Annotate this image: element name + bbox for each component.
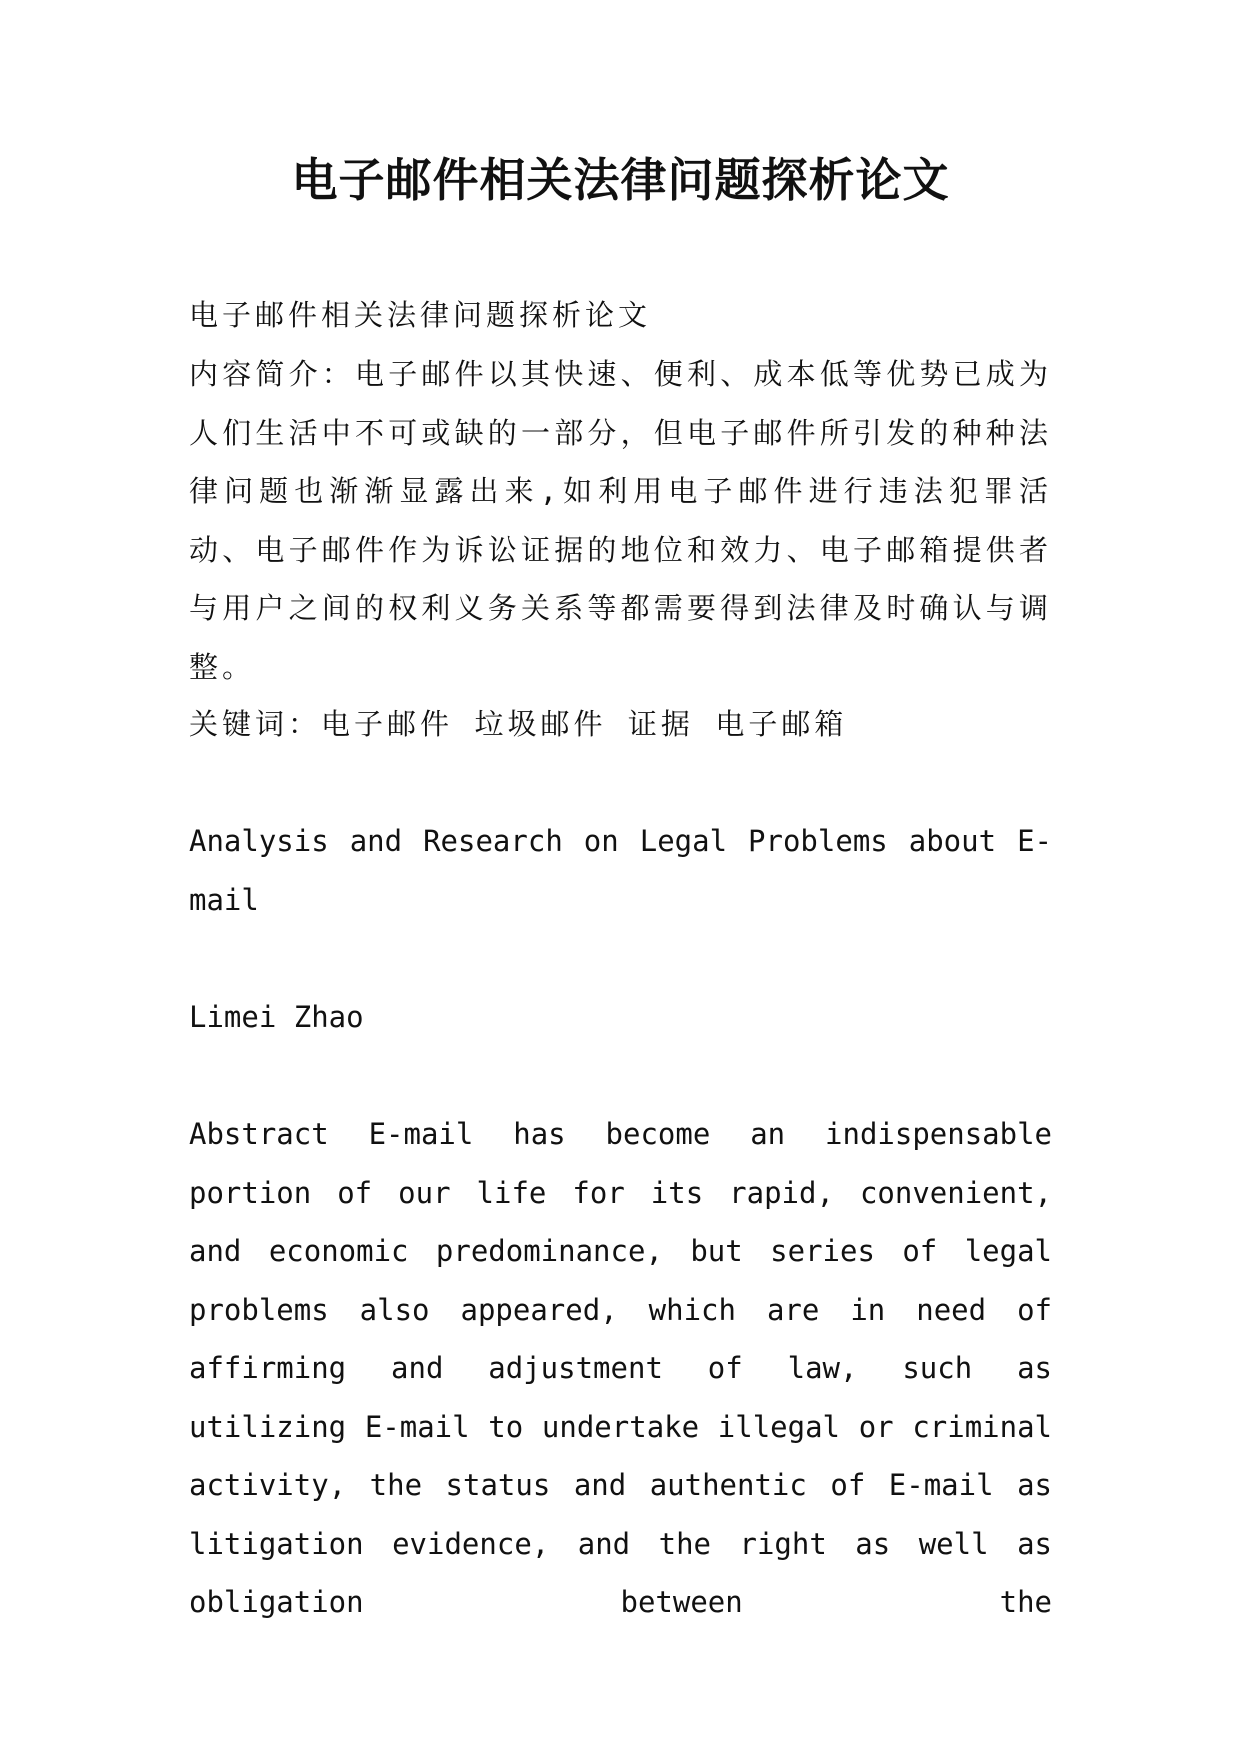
document-title: 电子邮件相关法律问题探析论文 <box>291 153 950 207</box>
keywords: 关键词：电子邮件 垃圾邮件 证据 电子邮箱 <box>189 707 848 741</box>
content-summary: 内容简介：电子邮件以其快速、便利、成本低等优势已成为人们生活中不可或缺的一部分，但电子邮件所引发的种种法律问题也渐渐显露出来,如利用电子邮件进行违法犯罪活动、电子邮件作为诉讼证据的地位和效力、电子邮箱提供者与用户之间的权利义务关系等都需要得到法律及时确认与调整。 <box>189 357 1052 684</box>
author-name: Limei Zhao <box>189 1000 364 1034</box>
english-title: Analysis and Research on Legal Problems about E-mail <box>189 824 1052 917</box>
english-abstract: Abstract E-mail has become an indispensable portion of our life for its rapid, convenient, and economic predominance, but series of legal problems also appeared, which are in need of affirming and adjustment of law, such as utilizing E-mail to undertake illegal or criminal activity, the status and authentic of E-mail as litigation evidence, and the right as well as obligation between the <box>189 1117 1052 1619</box>
document-subtitle: 电子邮件相关法律问题探析论文 <box>189 298 652 332</box>
